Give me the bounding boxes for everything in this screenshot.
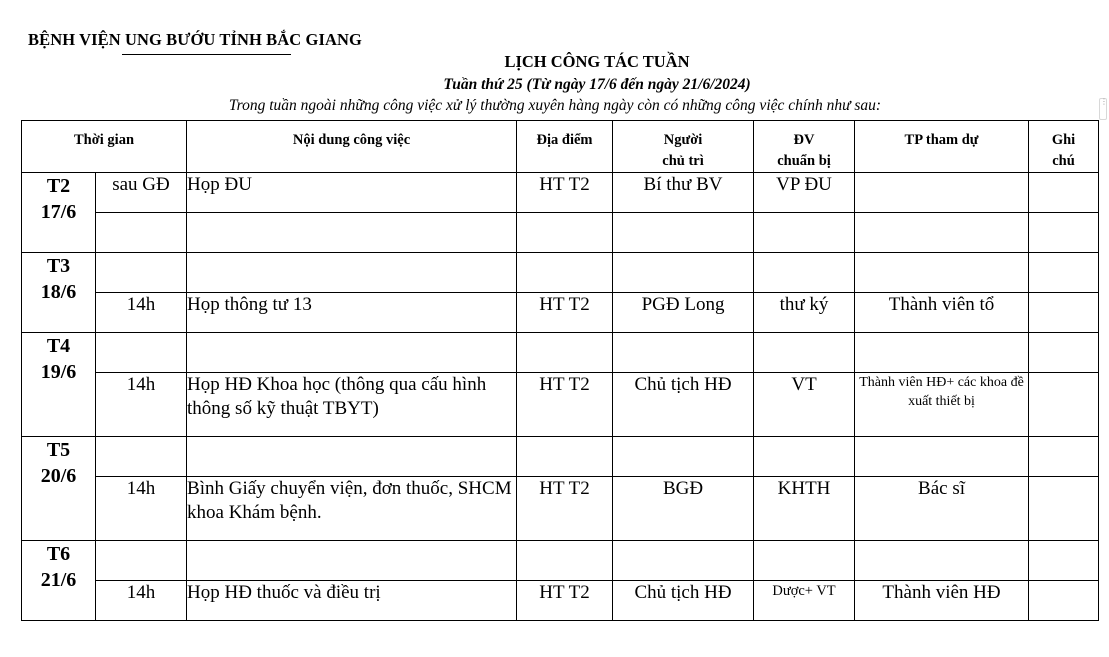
header-row: [22, 121, 1099, 173]
day-date: 17/6: [40, 201, 77, 223]
day-label: T4: [46, 335, 71, 357]
time-cell: [96, 437, 187, 477]
week-subtitle: Tuần thứ 25 (Từ ngày 17/6 đến ngày 21/6/2024): [443, 76, 751, 93]
note-cell: [1029, 333, 1099, 373]
attendees-cell: [855, 253, 1029, 293]
attendees-cell: [855, 541, 1029, 581]
col-header-attendees: TP tham dự: [855, 121, 1029, 173]
day-cell-mon: [22, 173, 96, 253]
note-cell: [1029, 213, 1099, 253]
location-cell: HT T2: [517, 293, 613, 333]
day-label: T6: [46, 543, 71, 565]
content-cell: Họp ĐU: [187, 173, 517, 213]
chair-cell: [613, 333, 754, 373]
note-cell: [1029, 437, 1099, 477]
day-label: T2: [46, 175, 71, 197]
chair-cell: BGĐ: [613, 477, 754, 541]
prep-cell: thư ký: [754, 293, 855, 333]
attendees-cell: Thành viên HĐ+ các khoa đề xuất thiết bị: [855, 373, 1029, 437]
attendees-cell: Bác sĩ: [855, 477, 1029, 541]
col-header-chair-line1: Người: [663, 132, 703, 148]
attendees-cell: [855, 213, 1029, 253]
intro-text: Trong tuần ngoài những công việc xử lý thường xuyên hàng ngày còn có những công việc chính như sau:: [228, 97, 882, 114]
content-cell: Họp thông tư 13: [187, 293, 517, 333]
day-date: 20/6: [40, 465, 77, 487]
chair-cell: [613, 213, 754, 253]
day-cell-thu: [22, 437, 96, 541]
content-cell: Bình Giấy chuyển viện, đơn thuốc, SHCM khoa Khám bệnh.: [187, 477, 517, 541]
document-title: LỊCH CÔNG TÁC TUẦN: [504, 52, 690, 71]
table-row: [22, 373, 1099, 437]
time-cell: 14h: [96, 373, 187, 437]
content-cell: [187, 333, 517, 373]
prep-cell: Dược+ VT: [754, 581, 855, 621]
table-row: [22, 541, 1099, 581]
location-cell: [517, 541, 613, 581]
attendees-cell: Thành viên tổ: [855, 293, 1029, 333]
content-cell: Họp HĐ thuốc và điều trị: [187, 581, 517, 621]
time-cell: [96, 333, 187, 373]
note-cell: [1029, 373, 1099, 437]
note-cell: [1029, 173, 1099, 213]
table-row: [22, 173, 1099, 213]
time-cell: [96, 213, 187, 253]
location-cell: HT T2: [517, 373, 613, 437]
time-cell: 14h: [96, 293, 187, 333]
location-cell: [517, 253, 613, 293]
location-cell: HT T2: [517, 173, 613, 213]
content-cell: [187, 213, 517, 253]
col-header-note: [1029, 121, 1099, 173]
col-header-note-line2: chú: [1052, 153, 1075, 169]
chair-cell: Chủ tịch HĐ: [613, 581, 754, 621]
time-cell: 14h: [96, 581, 187, 621]
note-cell: [1029, 581, 1099, 621]
time-cell: [96, 253, 187, 293]
note-cell: [1029, 253, 1099, 293]
hospital-name: BỆNH VIỆN UNG BƯỚU TỈNH BẮC GIANG: [28, 30, 362, 49]
table-row: [22, 437, 1099, 477]
col-header-prep: [754, 121, 855, 173]
chair-cell: [613, 437, 754, 477]
chair-cell: [613, 541, 754, 581]
location-cell: HT T2: [517, 581, 613, 621]
day-date: 21/6: [40, 569, 77, 591]
col-header-note-line1: Ghi: [1051, 132, 1076, 148]
prep-cell: [754, 253, 855, 293]
attendees-cell: [855, 333, 1029, 373]
chair-cell: PGĐ Long: [613, 293, 754, 333]
chair-cell: Bí thư BV: [613, 173, 754, 213]
table-row: [22, 253, 1099, 293]
table-row: [22, 581, 1099, 621]
prep-cell: VT: [754, 373, 855, 437]
content-cell: [187, 253, 517, 293]
prep-cell: [754, 541, 855, 581]
table-row: [22, 333, 1099, 373]
content-cell: [187, 541, 517, 581]
note-cell: [1029, 541, 1099, 581]
chair-cell: Chủ tịch HĐ: [613, 373, 754, 437]
attendees-cell: [855, 437, 1029, 477]
prep-cell: VP ĐU: [754, 173, 855, 213]
content-cell: [187, 437, 517, 477]
day-date: 18/6: [40, 281, 77, 303]
location-cell: [517, 333, 613, 373]
col-header-content: Nội dung công việc: [187, 121, 517, 173]
table-row: [22, 213, 1099, 253]
col-header-chair-line2: chủ trì: [662, 153, 704, 169]
col-header-chair: [613, 121, 754, 173]
day-label: T3: [46, 255, 71, 277]
note-cell: [1029, 477, 1099, 541]
col-header-prep-line2: chuẩn bị: [777, 153, 831, 169]
prep-cell: [754, 333, 855, 373]
prep-cell: KHTH: [754, 477, 855, 541]
day-cell-wed: [22, 333, 96, 437]
col-header-prep-line1: ĐV: [793, 132, 815, 148]
content-cell: Họp HĐ Khoa học (thông qua cấu hình thông số kỹ thuật TBYT): [187, 373, 517, 437]
day-label: T5: [46, 439, 71, 461]
table-row: [22, 477, 1099, 541]
schedule-table: [21, 120, 1099, 621]
attendees-cell: [855, 173, 1029, 213]
location-cell: [517, 213, 613, 253]
location-cell: [517, 437, 613, 477]
location-cell: HT T2: [517, 477, 613, 541]
time-cell: sau GĐ: [96, 173, 187, 213]
day-cell-fri: [22, 541, 96, 621]
time-cell: 14h: [96, 477, 187, 541]
prep-cell: [754, 213, 855, 253]
table-row: [22, 293, 1099, 333]
day-date: 19/6: [40, 361, 77, 383]
prep-cell: [754, 437, 855, 477]
time-cell: [96, 541, 187, 581]
chair-cell: [613, 253, 754, 293]
day-cell-tue: [22, 253, 96, 333]
note-cell: [1029, 293, 1099, 333]
col-header-location: Địa điểm: [517, 121, 613, 173]
more-options-icon[interactable]: ⋮: [1099, 98, 1107, 120]
attendees-cell: Thành viên HĐ: [855, 581, 1029, 621]
col-header-time: Thời gian: [22, 121, 187, 173]
